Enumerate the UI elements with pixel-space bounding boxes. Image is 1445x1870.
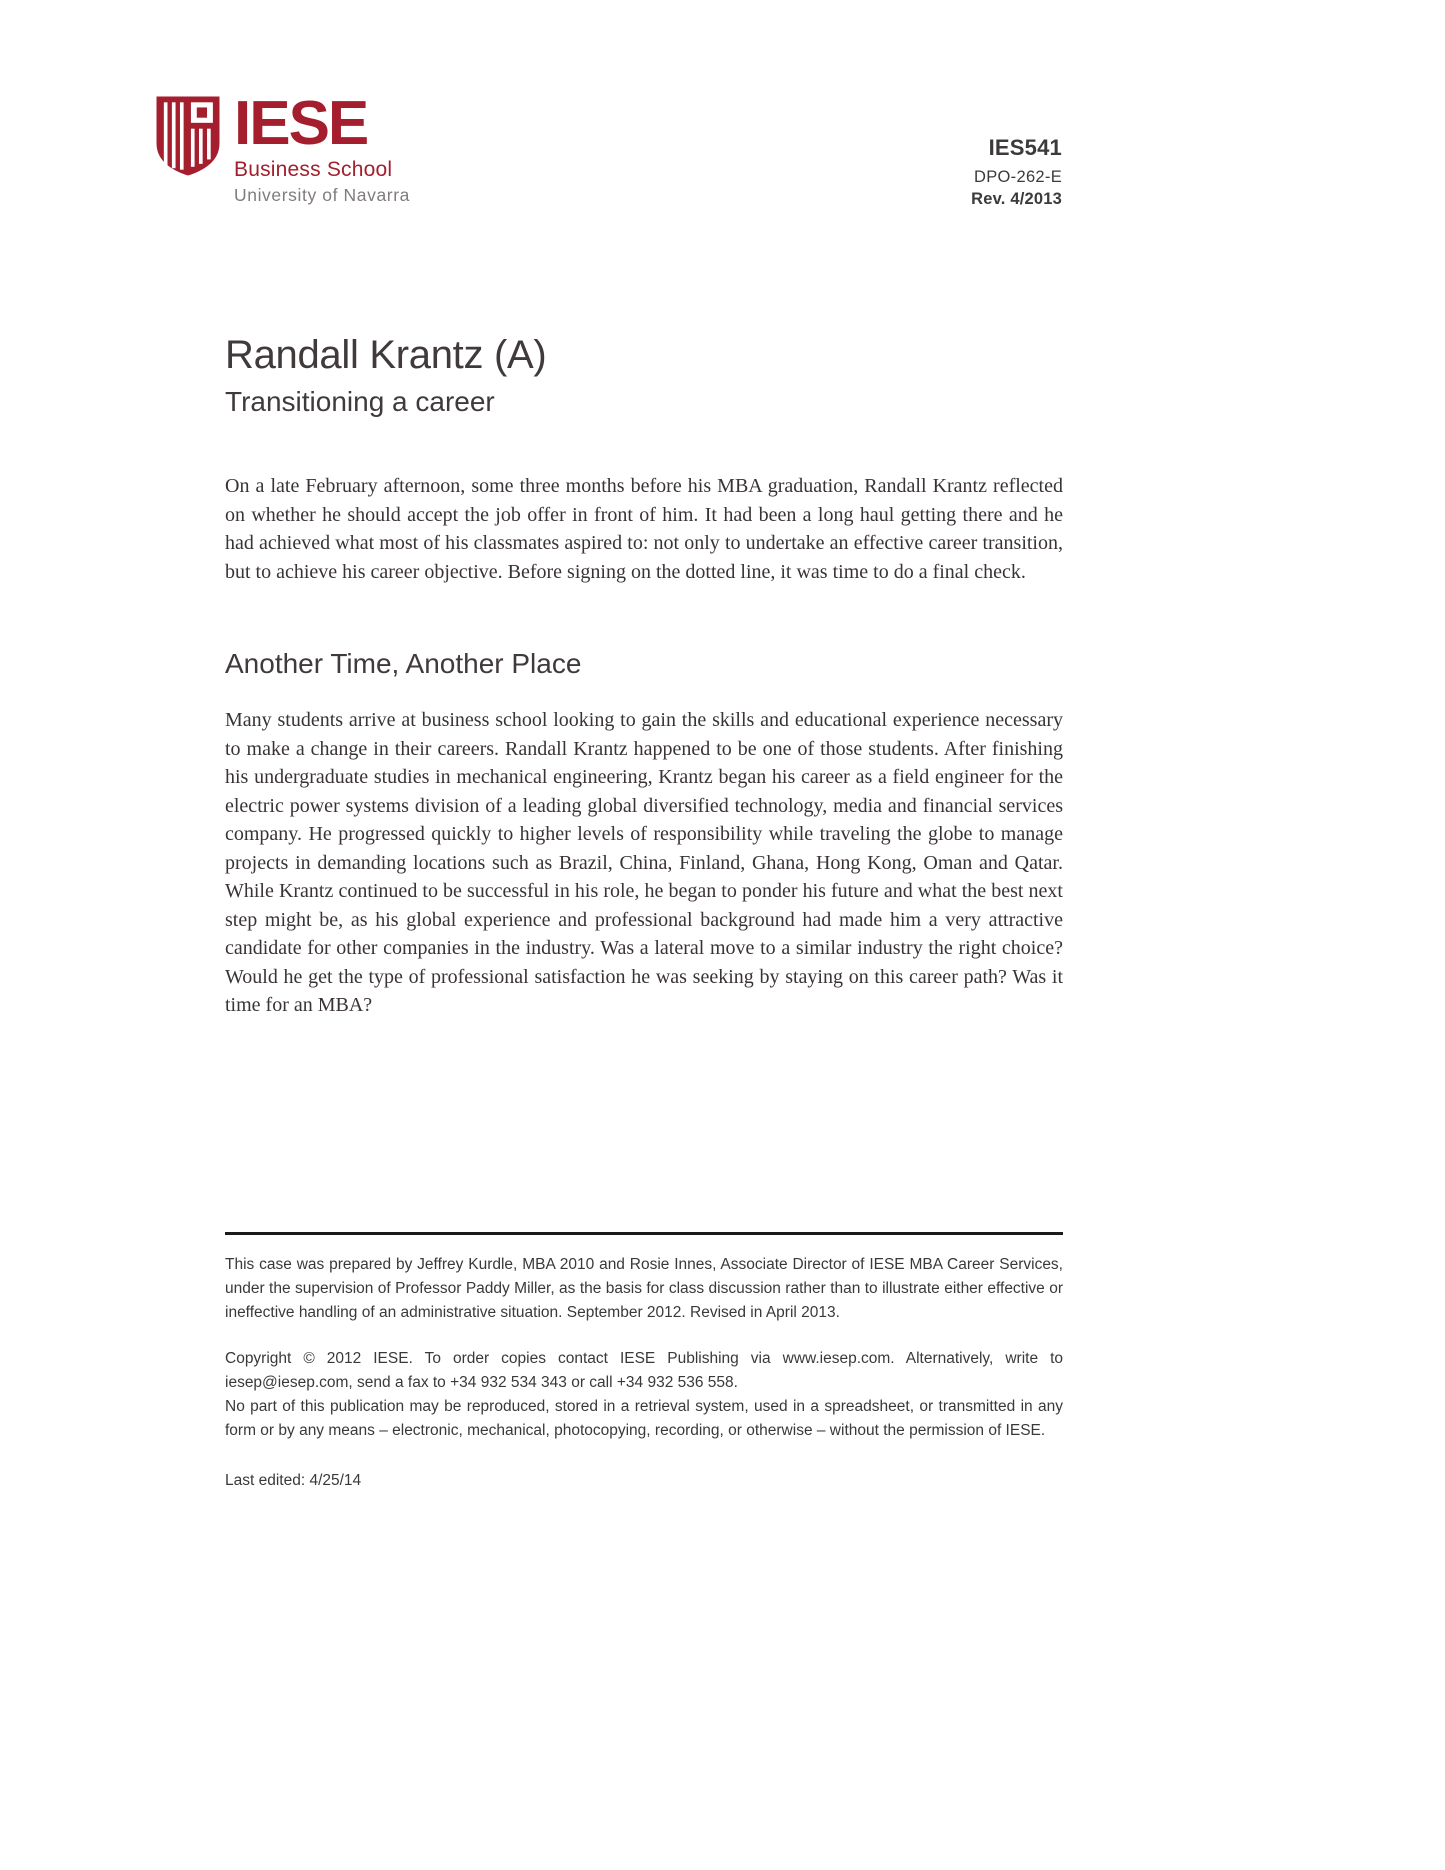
logo-text xyxy=(234,89,410,206)
case-title: Randall Krantz (A) xyxy=(225,333,547,377)
case-content xyxy=(225,333,1063,1020)
document-identifiers xyxy=(971,135,1062,209)
case-subtitle: Transitioning a career xyxy=(225,386,495,417)
doc-code: IES541 xyxy=(988,135,1062,160)
preparation-note: This case was prepared by Jeffrey Kurdle, MBA 2010 and Rosie Innes, Associate Director of IESE MBA Career Services, under the supervision of Professor Paddy Miller, as the basis for class discussion rather than to illustrate either effective or ineffective handling of an administrative situation. September 2012. Revised in April 2013. xyxy=(225,1256,1063,1321)
reproduction-note: No part of this publication may be reproduced, stored in a retrieval system, used in a spreadsheet, or transmitted in any form or by any means – electronic, mechanical, photocopying, recording, or otherwise – without the permission of IESE. xyxy=(225,1398,1063,1439)
doc-number: DPO-262-E xyxy=(974,168,1062,186)
last-edited-note: Last edited: 4/25/14 xyxy=(225,1472,362,1489)
doc-revision: Rev. 4/2013 xyxy=(971,190,1062,208)
footnote-divider xyxy=(225,1232,1063,1235)
section-paragraph: Many students arrive at business school looking to gain the skills and educational experience necessary to make a change in their careers. Randall Krantz happened to be one of those students. After finishing his undergraduate studies in mechanical engineering, Krantz began his career as a field engineer for the electric power systems division of a leading global diversified technology, media and financial services company. He progressed quickly to higher levels of responsibility while traveling the globe to manage projects in demanding locations such as Brazil, China, Finland, Ghana, Hong Kong, Oman and Qatar. While Krantz continued to be successful in his role, he began to ponder his future and what the best next step might be, as his global experience and professional background had made him a very attractive candidate for other companies in the industry. Was a lateral move to a similar industry the right choice? Would he get the type of professional satisfaction he was seeking by staying on this career path? Was it time for an MBA? xyxy=(225,709,1063,1016)
intro-paragraph: On a late February afternoon, some three months before his MBA graduation, Randall Krantz reflected on whether he should accept the job offer in front of him. It had been a long haul getting there and he had achieved what most of his classmates aspired to: not only to undertake an effective career transition, but to achieve his career objective. Before signing on the dotted line, it was time to do a final check. xyxy=(225,475,1063,583)
logo-brand: IESE xyxy=(234,89,368,158)
footnote-block xyxy=(225,1232,1063,1493)
iese-shield-icon xyxy=(155,95,221,177)
section-heading: Another Time, Another Place xyxy=(225,648,582,679)
iese-logo xyxy=(155,89,410,206)
copyright-note: Copyright © 2012 IESE. To order copies contact IESE Publishing via www.iesep.com. Alternatively, write to iesep@iesep.com, send a fax to +34 932 534 343 or call +34 932 536 558. xyxy=(225,1350,1063,1391)
logo-school-name: Business School xyxy=(234,158,393,182)
logo-university-name: University of Navarra xyxy=(234,185,410,206)
